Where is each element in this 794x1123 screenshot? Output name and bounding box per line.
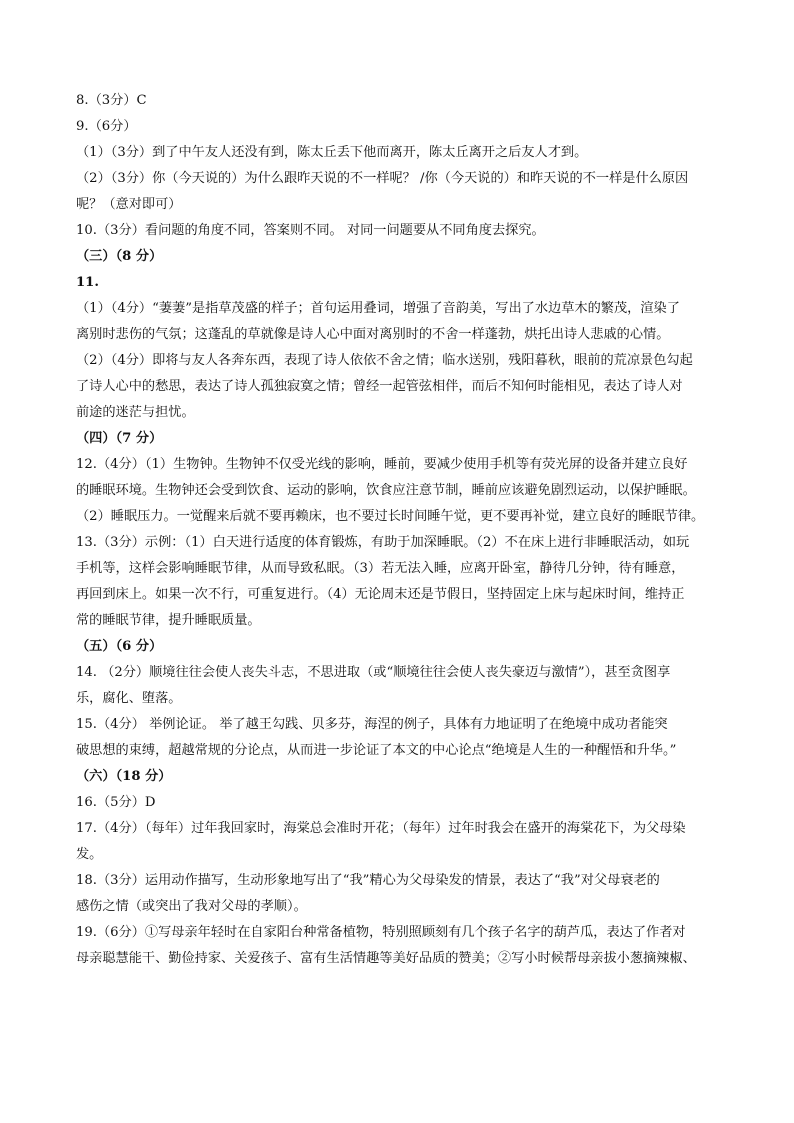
text-line: 再回到床上。如果一次不行，可重复进行。（4）无论周末还是节假日，坚持固定上床与起床时间，维持正: [76, 587, 685, 602]
text-line: 13.（3分）示例：（1）白天进行适度的体育锻炼，有助于加深睡眠。（2）不在床上进行非睡眠活动，如玩: [76, 535, 690, 550]
text-line: 14. （2分）顺境往往会使人丧失斗志，不思进取（或“顺境往往会使人丧失豪迈与激情”），甚至贪图享: [76, 665, 671, 680]
text-line: （1）（3分）到了中午友人还没有到，陈太丘丢下他而离开，陈太丘离开之后友人才到。: [76, 145, 588, 160]
text-line: 母亲聪慧能干、勤俭持家、关爱孩子、富有生活情趣等美好品质的赞美；②写小时候帮母亲拔小葱摘辣椒、: [76, 951, 696, 966]
text-line: （2）（4分）即将与友人各奔东西，表现了诗人依依不舍之情；临水送别，残阳暮秋，眼前的荒凉景色勾起: [76, 353, 693, 368]
text-line: （2）（3分）你（今天说的）为什么跟昨天说的不一样呢？ /你（今天说的）和昨天说的不一样是什么原因: [76, 171, 689, 186]
text-line: 10.（3分）看问题的角度不同，答案则不同。 对同一问题要从不同角度去探究。: [76, 223, 545, 238]
text-line: 17.（4分）（每年）过年我回家时，海棠总会准时开花；（每年）过年时我会在盛开的海棠花下，为父母染: [76, 821, 686, 836]
text-line: 呢？（意对即可）: [76, 197, 182, 212]
text-line: 离别时悲伤的气氛；这蓬乱的草就像是诗人心中面对离别时的不舍一样蓬勃，烘托出诗人悲戚的心情。: [76, 327, 670, 342]
text-line: 破思想的束缚，超越常规的分论点，从而进一步论证了本文的中心论点“绝境是人生的一种醒悟和升华。”: [76, 743, 677, 758]
text-line: 8.（3分）C: [76, 93, 147, 108]
text-line: 16.（5分）D: [76, 795, 156, 810]
text-line: 12.（4分）（1）生物钟。生物钟不仅受光线的影响，睡前，要减少使用手机等有荧光屏的设备并建立良好: [76, 457, 688, 472]
section-heading: （五）（6 分）: [76, 639, 163, 654]
section-heading: （六）（18 分）: [76, 769, 172, 784]
section-heading: （三）（8 分）: [76, 249, 163, 264]
section-heading: （四）（7 分）: [76, 431, 163, 446]
section-heading: 11.: [76, 275, 99, 290]
text-line: 感伤之情（或突出了我对父母的孝顺）。: [76, 899, 307, 914]
text-line: 发。: [76, 847, 103, 862]
text-line: 15.（4分） 举例论证。 举了越王勾践、贝多芬，海涅的例子，具体有力地证明了在绝境中成功者能突: [76, 717, 668, 732]
text-line: 常的睡眠节律，提升睡眠质量。: [76, 613, 261, 628]
text-line: 手机等，这样会影响睡眠节律，从而导致私眠。（3）若无法入睡，应离开卧室，静待几分钟，待有睡意，: [76, 561, 685, 576]
answer-key-text: [76, 88, 724, 972]
text-line: （2）睡眠压力。一觉醒来后就不要再赖床，也不要过长时间睡午觉，更不要再补觉，建立良好的睡眠节律。: [76, 509, 705, 524]
text-line: 9.（6分）: [76, 119, 137, 134]
text-line: 19.（6分）①写母亲年轻时在自家阳台种常备植物，特别照顾刻有几个孩子名字的葫芦瓜，表达了作者对: [76, 925, 686, 940]
text-line: 18.（3分）运用动作描写，生动形象地写出了“我”精心为父母染发的情景，表达了“我”对父母衰老的: [76, 873, 660, 888]
text-line: 前途的迷茫与担忧。: [76, 405, 195, 420]
text-line: 的睡眠环境。生物钟还会受到饮食、运动的影响，饮食应注意节制，睡前应该避免剧烈运动，以保护睡眠。: [76, 483, 696, 498]
text-line: 了诗人心中的愁思，表达了诗人孤独寂寞之情；曾经一起管弦相伴，而后不知何时能相见，表达了诗人对: [76, 379, 683, 394]
text-line: 乐，腐化、堕落。: [76, 691, 182, 706]
text-line: （1）（4分）“萋萋”是指草茂盛的样子；首句运用叠词，增强了音韵美，写出了水边草木的繁茂，渲染了: [76, 301, 680, 316]
